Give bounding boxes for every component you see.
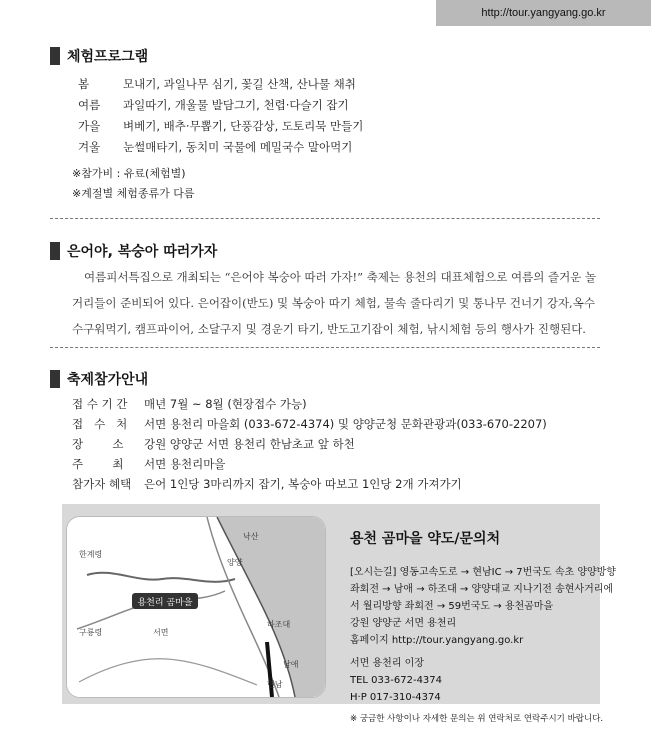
village-map bbox=[66, 516, 326, 698]
contact-title: 용천 곰마을 약도/문의처 bbox=[350, 531, 501, 547]
guide-value: 매년 7월 ~ 8월 (현장접수 가능) bbox=[144, 397, 307, 411]
season-activities: 과일따기, 개울물 발담그기, 천렵·다슬기 잡기 bbox=[123, 98, 349, 112]
season-row bbox=[78, 74, 363, 95]
season-name: 가을 bbox=[78, 119, 101, 133]
guide-value: 강원 양양군 서면 용천리 한남초교 앞 하천 bbox=[144, 437, 355, 451]
guide-value: 서면 용천리마을 bbox=[144, 457, 226, 471]
season-activities: 모내기, 과일나무 심기, 꽃길 산책, 산나물 채취 bbox=[123, 77, 356, 91]
contact-panel bbox=[350, 528, 616, 726]
season-row bbox=[78, 137, 363, 158]
map-graphic bbox=[67, 517, 325, 697]
guide-row bbox=[72, 434, 547, 454]
map-label: 남애 bbox=[283, 660, 299, 669]
program-title: 체험프로그램 bbox=[67, 49, 149, 65]
guide-row bbox=[72, 394, 547, 414]
map-label: 양양 bbox=[227, 558, 243, 567]
map-label: 서면 bbox=[153, 628, 169, 637]
contact-tel: TEL 033-672-4374 bbox=[350, 675, 443, 686]
guide-label: 참가자 혜택 bbox=[72, 477, 132, 491]
contact-manager: 서면 용천리 이장 bbox=[350, 658, 424, 669]
map-label: 현남 bbox=[267, 680, 283, 689]
guide-row bbox=[72, 454, 547, 474]
season-activities: 눈썰매타기, 동치미 국물에 메밀국수 말아먹기 bbox=[123, 140, 353, 154]
guide-row bbox=[72, 414, 547, 434]
guide-value: 은어 1인당 3마리까지 잡기, 복숭아 따보고 1인당 2개 가져가기 bbox=[144, 477, 462, 491]
season-name: 겨울 bbox=[78, 140, 101, 154]
contact-hp: H·P 017-310-4374 bbox=[350, 692, 441, 703]
map-label: 하조대 bbox=[267, 620, 291, 629]
guide-value: 서면 용천리 마을회 (033-672-4374) 및 양양군청 문화관광과(033-670-2207) bbox=[144, 417, 547, 431]
fee-note: ※참가비 : 유료(체험별) bbox=[72, 167, 186, 180]
divider bbox=[50, 347, 600, 348]
contact-homepage[interactable]: 홈페이지 http://tour.yangyang.go.kr bbox=[350, 635, 524, 646]
guide-info bbox=[72, 394, 547, 494]
contact-footnote: ※ 궁금한 사항이나 자세한 문의는 위 연락처로 연락주시기 바랍니다. bbox=[350, 714, 604, 724]
season-note: ※계절별 체험종류가 다름 bbox=[72, 187, 195, 200]
guide-label: 장 소 bbox=[72, 437, 124, 451]
contact-address: 강원 양양군 서면 용천리 bbox=[350, 618, 457, 629]
url-banner: http://tour.yangyang.go.kr bbox=[436, 0, 651, 26]
village-highlight-label: 용천리 곰마을 bbox=[137, 598, 193, 608]
season-row bbox=[78, 95, 363, 116]
directions-line: 좌회전 → 남애 → 하조대 → 양양대교 지나기전 송현사거리에 bbox=[350, 584, 614, 595]
guide-label: 접 수 기 간 bbox=[72, 397, 128, 411]
guide-label: 주 최 bbox=[72, 457, 124, 471]
season-name: 봄 bbox=[78, 77, 90, 91]
program-notes bbox=[72, 164, 194, 204]
season-list bbox=[78, 74, 363, 158]
guide-label: 접 수 처 bbox=[72, 417, 128, 431]
section-marker bbox=[50, 370, 60, 388]
season-activities: 벼베기, 배추·무뽑기, 단풍감상, 도토리묵 만들기 bbox=[123, 119, 364, 133]
directions-line: 서 월리방향 좌회전 → 59번국도 → 용천곰마을 bbox=[350, 601, 554, 612]
divider bbox=[50, 218, 600, 219]
festival-description: 여름피서특집으로 개최되는 “은어야 복숭아 따러 가자!” 축제는 용천의 대표체험으로 여름의 즐거운 놀거리들이 준비되어 있다. 은어잡이(반도) 및 복숭아 따기 체험, 물속 줄다리기 및 통나무 건너기 강자,옥수수구워먹기, 캠프파이어, 소달구지 및 경운기 타기, 반도고기잡이 체험, 낚시체험 등의 행사가 진행된다. bbox=[72, 270, 597, 336]
guide-section-header bbox=[50, 369, 148, 389]
map-label: 구룡령 bbox=[79, 628, 103, 637]
festival-title: 은어야, 복숭아 따러가자 bbox=[67, 244, 218, 260]
section-marker bbox=[50, 242, 60, 260]
map-label: 한계령 bbox=[79, 550, 103, 559]
directions-line: [오시는길] 영동고속도로 → 현남IC → 7번국도 속초 양양방향 bbox=[350, 567, 616, 578]
map-label: 낙산 bbox=[243, 532, 259, 541]
guide-title: 축제참가안내 bbox=[67, 372, 149, 388]
section-marker bbox=[50, 47, 60, 65]
map-contact-box bbox=[62, 504, 616, 724]
guide-row bbox=[72, 474, 547, 494]
program-section-header bbox=[50, 46, 148, 66]
season-name: 여름 bbox=[78, 98, 101, 112]
festival-section-header bbox=[50, 241, 217, 261]
season-row bbox=[78, 116, 363, 137]
